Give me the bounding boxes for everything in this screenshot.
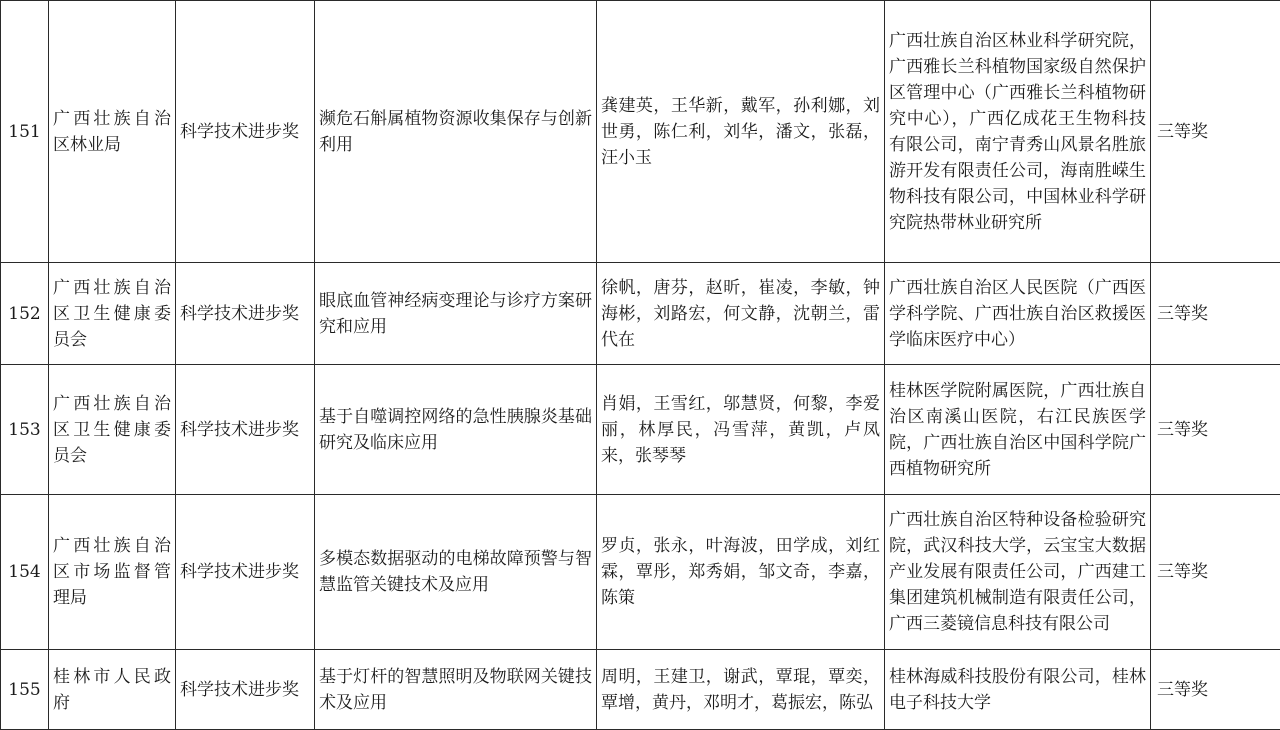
award-level: 三等奖 <box>1151 1 1280 263</box>
completing-units: 桂林医学院附属医院，广西壮族自治区南溪山医院，右江民族医学院，广西壮族自治区中国科学院广西植物研究所 <box>885 365 1151 495</box>
project-name: 多模态数据驱动的电梯故障预警与智慧监管关键技术及应用 <box>315 495 597 650</box>
table-row <box>1 650 1280 730</box>
nominating-unit: 广西壮族自治区林业局 <box>49 1 176 263</box>
completing-units: 广西壮族自治区人民医院（广西医学科学院、广西壮族自治区救援医学临床医疗中心） <box>885 263 1151 365</box>
award-level: 三等奖 <box>1151 495 1280 650</box>
award-level: 三等奖 <box>1151 365 1280 495</box>
award-level: 三等奖 <box>1151 650 1280 730</box>
project-name: 濒危石斛属植物资源收集保存与创新利用 <box>315 1 597 263</box>
award-category: 科学技术进步奖 <box>176 650 315 730</box>
award-category: 科学技术进步奖 <box>176 365 315 495</box>
main-completers: 周明，王建卫，谢武，覃琨，覃奕，覃增，黄丹，邓明才，葛振宏，陈弘 <box>597 650 885 730</box>
project-name: 基于自噬调控网络的急性胰腺炎基础研究及临床应用 <box>315 365 597 495</box>
row-number: 151 <box>1 1 49 263</box>
main-completers: 龚建英，王华新，戴军，孙利娜，刘世勇，陈仁利，刘华，潘文，张磊，汪小玉 <box>597 1 885 263</box>
nominating-unit: 广西壮族自治区市场监督管理局 <box>49 495 176 650</box>
row-number: 154 <box>1 495 49 650</box>
award-category: 科学技术进步奖 <box>176 495 315 650</box>
project-name: 眼底血管神经病变理论与诊疗方案研究和应用 <box>315 263 597 365</box>
table-row <box>1 495 1280 650</box>
row-number: 152 <box>1 263 49 365</box>
award-category: 科学技术进步奖 <box>176 1 315 263</box>
completing-units: 广西壮族自治区特种设备检验研究院，武汉科技大学，云宝宝大数据产业发展有限责任公司，广西建工集团建筑机械制造有限责任公司，广西三菱镜信息科技有限公司 <box>885 495 1151 650</box>
main-completers: 徐帆，唐芬，赵昕，崔凌，李敏，钟海彬，刘路宏，何文静，沈朝兰，雷代在 <box>597 263 885 365</box>
row-number: 153 <box>1 365 49 495</box>
project-name: 基于灯杆的智慧照明及物联网关键技术及应用 <box>315 650 597 730</box>
completing-units: 广西壮族自治区林业科学研究院，广西雅长兰科植物国家级自然保护区管理中心（广西雅长兰科植物研究中心），广西亿成花王生物科技有限公司，南宁青秀山风景名胜旅游开发有限责任公司，海南胜嵘生物科技有限公司，中国林业科学研究院热带林业研究所 <box>885 1 1151 263</box>
main-completers: 罗贞，张永，叶海波，田学成，刘红霖，覃彤，郑秀娟，邹文奇，李嘉，陈策 <box>597 495 885 650</box>
award-category: 科学技术进步奖 <box>176 263 315 365</box>
nominating-unit: 桂林市人民政府 <box>49 650 176 730</box>
main-completers: 肖娟，王雪红，邬慧贤，何黎，李爱丽，林厚民，冯雪萍，黄凯，卢凤来，张琴琴 <box>597 365 885 495</box>
row-number: 155 <box>1 650 49 730</box>
nominating-unit: 广西壮族自治区卫生健康委员会 <box>49 365 176 495</box>
table-row <box>1 1 1280 263</box>
nominating-unit: 广西壮族自治区卫生健康委员会 <box>49 263 176 365</box>
table-row <box>1 365 1280 495</box>
award-level: 三等奖 <box>1151 263 1280 365</box>
completing-units: 桂林海威科技股份有限公司，桂林电子科技大学 <box>885 650 1151 730</box>
table-row <box>1 263 1280 365</box>
